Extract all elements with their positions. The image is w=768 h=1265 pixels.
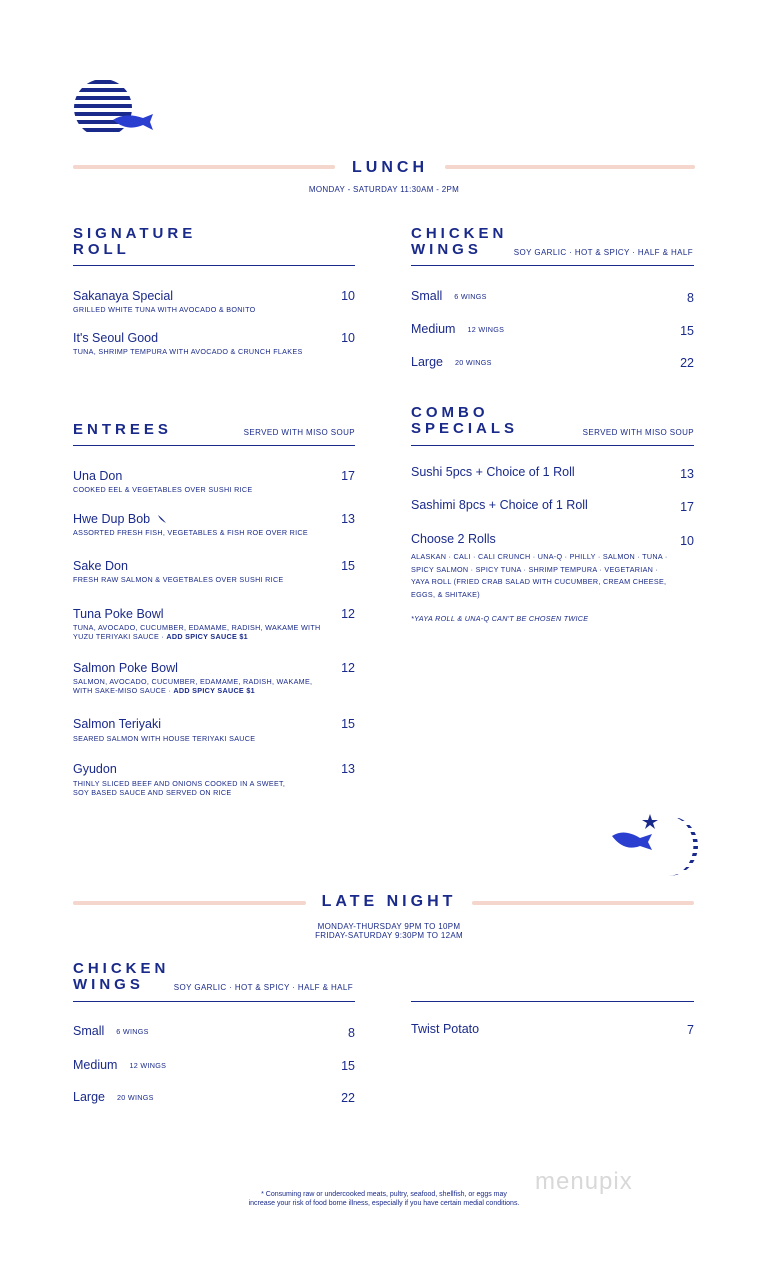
menu-item-name: Sushi 5pcs + Choice of 1 Roll (411, 465, 575, 479)
menu-item-price: 13 (341, 762, 355, 776)
wing-count: 12 WINGS (467, 325, 505, 334)
banner-divider (472, 901, 694, 905)
menu-item-name: Gyudon (73, 762, 117, 776)
title-line: CHICKEN (411, 225, 508, 242)
menu-item-price: 10 (341, 289, 355, 303)
item-label: Large (411, 355, 443, 369)
menu-item-price: 15 (341, 717, 355, 731)
section-rule (411, 1001, 694, 1002)
title-line: WINGS (73, 976, 144, 993)
late-chicken-wings-title (73, 961, 169, 993)
desc-text: WITH SAKE-MISO SAUCE · (73, 686, 174, 695)
item-label: Large (73, 1090, 105, 1104)
signature-roll-title (73, 226, 196, 258)
desc-line: SOY BASED SAUCE AND SERVED ON RICE (73, 788, 232, 797)
logo-fish-moon-icon (73, 78, 157, 138)
item-label: Medium (411, 322, 456, 336)
menu-item-name (73, 1024, 149, 1038)
menu-item-name: Salmon Poke Bowl (73, 661, 178, 675)
wing-count: 20 WINGS (454, 358, 492, 367)
wing-count: 20 WINGS (116, 1093, 154, 1102)
combo-note: SERVED WITH MISO SOUP (582, 428, 694, 437)
title-line: COMBO (411, 404, 489, 421)
menu-item-name: Sake Don (73, 559, 128, 573)
menu-item-desc: FRESH RAW SALMON & VEGETBALES OVER SUSHI RICE (73, 575, 284, 584)
desc-bold: ADD SPICY SAUCE $1 (173, 686, 255, 695)
combo-specials-title (411, 405, 518, 437)
fish-moon-illustration-icon (610, 812, 698, 878)
lunch-title: LUNCH (352, 159, 428, 176)
title-line: ROLL (73, 241, 130, 258)
desc-line (73, 632, 321, 641)
menu-item-price: 7 (687, 1023, 694, 1037)
wings-flavors-note: SOY GARLIC · HOT & SPICY · HALF & HALF (173, 983, 353, 992)
item-label: Medium (73, 1058, 118, 1072)
hours-line: FRIDAY-SATURDAY 9:30PM TO 12AM (315, 931, 463, 940)
watermark: menupix (535, 1168, 633, 1195)
menu-item-name (411, 322, 504, 336)
banner-divider (73, 901, 306, 905)
menu-item-desc (411, 551, 668, 601)
menu-item-name: It's Seoul Good (73, 331, 159, 345)
menu-item-desc: TUNA, SHRIMP TEMPURA WITH AVOCADO & CRUNCH FLAKES (73, 347, 303, 356)
menu-item-price: 12 (341, 607, 355, 621)
menu-item-name (73, 1058, 166, 1072)
menu-item-name: Hwe Dup Bob (73, 512, 151, 526)
menu-item-price: 13 (341, 512, 355, 526)
section-rule (73, 445, 355, 446)
wings-flavors-note: SOY GARLIC · HOT & SPICY · HALF & HALF (513, 248, 693, 257)
menu-item-price: 17 (680, 500, 694, 514)
desc-line: SPICY SALMON · SPICY TUNA · SHRIMP TEMPURA · VEGETARIAN · (411, 564, 659, 574)
menu-item-price: 10 (341, 331, 355, 345)
title-line: WINGS (411, 241, 482, 258)
section-rule (73, 265, 355, 266)
desc-line: TUNA, AVOCADO, CUCUMBER, EDAMAME, RADISH, WAKAME WITH (73, 623, 321, 632)
lunch-hours: MONDAY - SATURDAY 11:30AM - 2PM (308, 185, 460, 194)
menu-item-desc: SEARED SALMON WITH HOUSE TERIYAKI SAUCE (73, 734, 256, 743)
chicken-wings-title (411, 226, 507, 258)
title-line: CHICKEN (73, 960, 170, 977)
menu-item-price: 15 (341, 559, 355, 573)
disclaimer-line: increase your risk of food borne illness, especially if you have certain medial conditions. (248, 1200, 520, 1207)
menu-item-price: 17 (341, 469, 355, 483)
menu-item-name (411, 289, 487, 303)
wing-count: 12 WINGS (129, 1061, 167, 1070)
banner-divider (445, 165, 695, 169)
title-line: SIGNATURE (73, 225, 197, 242)
desc-line: YAYA ROLL (FRIED CRAB SALAD WITH CUCUMBER, CREAM CHEESE, (411, 577, 667, 586)
section-rule (73, 1001, 355, 1002)
menu-item-name: Choose 2 Rolls (411, 532, 496, 546)
menu-item-name (73, 1090, 154, 1104)
menu-item-price: 10 (680, 534, 694, 548)
menu-item-desc: ASSORTED FRESH FISH, VEGETABLES & FISH ROE OVER RICE (73, 528, 308, 537)
menu-item-price: 8 (687, 291, 694, 305)
desc-text: YUZU TERIYAKI SAUCE · (73, 632, 167, 641)
desc-line: THINLY SLICED BEEF AND ONIONS COOKED IN A SWEET, (73, 779, 286, 788)
desc-line: SALMON, AVOCADO, CUCUMBER, EDAMAME, RADISH, WAKAME, (73, 677, 313, 686)
menu-item-desc: GRILLED WHITE TUNA WITH AVOCADO & BONITO (73, 305, 256, 314)
entrees-title: ENTREES (73, 421, 172, 438)
disclaimer-line: * Consuming raw or undercooked meats, pultry, seafood, shellfish, or eggs may (261, 1191, 507, 1198)
menu-item-name: Twist Potato (411, 1022, 480, 1036)
desc-line: EGGS, & SHITAKE) (411, 589, 480, 599)
menu-item-price: 12 (341, 661, 355, 675)
menu-item-desc: COOKED EEL & VEGETABLES OVER SUSHI RICE (73, 485, 253, 494)
section-rule (411, 445, 694, 446)
menu-item-price: 15 (341, 1059, 355, 1073)
item-label: Small (73, 1024, 105, 1038)
wing-count: 6 WINGS (116, 1027, 149, 1036)
item-label: Small (411, 289, 443, 303)
desc-line (73, 686, 312, 695)
desc-bold: ADD SPICY SAUCE $1 (166, 632, 248, 641)
menu-item-name (411, 355, 492, 369)
menu-item-price: 22 (680, 356, 694, 370)
section-rule (411, 265, 694, 266)
entrees-note: SERVED WITH MISO SOUP (243, 428, 355, 437)
banner-divider (73, 165, 335, 169)
title-line: SPECIALS (411, 420, 519, 437)
late-night-hours (234, 922, 544, 940)
menu-item-price: 13 (680, 467, 694, 481)
hours-line: MONDAY-THURSDAY 9PM TO 10PM (317, 922, 461, 931)
menu-item-desc (73, 623, 321, 641)
wing-count: 6 WINGS (454, 292, 487, 301)
menu-item-name: Tuna Poke Bowl (73, 607, 164, 621)
menu-item-name: Una Don (73, 469, 123, 483)
health-disclaimer (0, 1190, 768, 1208)
menu-item-name: Sakanaya Special (73, 289, 174, 303)
menu-item-name: Salmon Teriyaki (73, 717, 162, 731)
menu-item-name: Sashimi 8pcs + Choice of 1 Roll (411, 498, 588, 512)
menu-item-desc (73, 779, 285, 797)
desc-line: ALASKAN · CALI · CALI CRUNCH · UNA-Q · PHILLY · SALMON · TUNA · (411, 552, 668, 561)
menu-item-price: 8 (348, 1026, 355, 1040)
combo-footnote: *YAYA ROLL & UNA-Q CAN'T BE CHOSEN TWICE (411, 614, 589, 623)
menu-item-price: 15 (680, 324, 694, 338)
menu-item-price: 22 (341, 1091, 355, 1105)
spicy-icon (157, 514, 167, 524)
menu-item-desc (73, 677, 312, 695)
late-night-title: LATE NIGHT (321, 893, 457, 910)
